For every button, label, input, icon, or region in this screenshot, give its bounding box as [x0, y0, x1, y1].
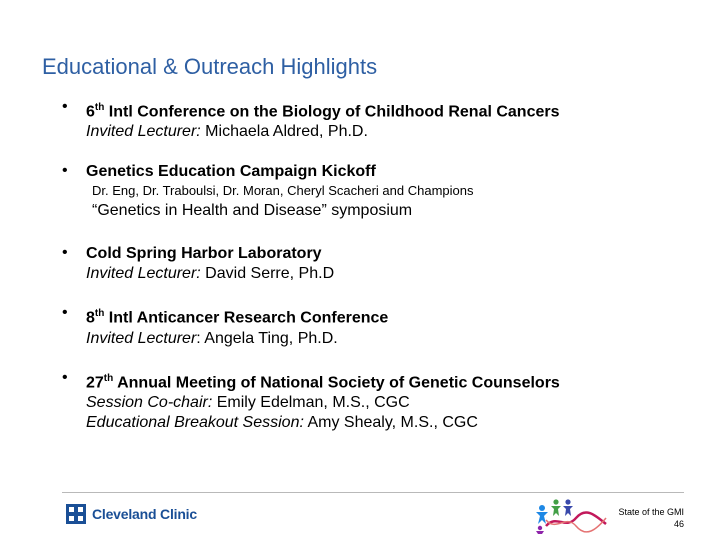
footer-divider: [62, 492, 684, 493]
item-symposium: “Genetics in Health and Disease” symposium: [92, 202, 413, 220]
item-heading: 6th Intl Conference on the Biology of Childhood Renal Cancers: [86, 102, 560, 121]
cleveland-clinic-logo: [66, 504, 197, 524]
item-names: Dr. Eng, Dr. Traboulsi, Dr. Moran, Cheryl Scacheri and Champions: [92, 183, 474, 199]
item-detail: Educational Breakout Session: Amy Shealy, M.S., CGC: [86, 413, 478, 431]
list-item: [62, 162, 702, 222]
list-item: [62, 304, 702, 348]
bullet: •: [62, 162, 68, 180]
list-item: [62, 369, 702, 433]
logo-text: Cleveland Clinic: [92, 506, 197, 522]
list-item: [62, 98, 702, 142]
bullet: •: [62, 368, 68, 386]
item-detail: Invited Lecturer: David Serre, Ph.D: [86, 265, 335, 283]
item-heading: Genetics Education Campaign Kickoff: [86, 163, 376, 181]
item-heading: Cold Spring Harbor Laboratory: [86, 245, 322, 263]
item-heading: 27th Annual Meeting of National Society of Genetic Counselors: [86, 372, 560, 391]
footer-text: [618, 506, 684, 530]
bullet: •: [62, 304, 68, 322]
highlights-list: [62, 98, 702, 433]
dna-people-icon: [532, 496, 612, 536]
item-heading: 8th Intl Anticancer Research Conference: [86, 308, 389, 327]
bullet: •: [62, 98, 68, 115]
item-detail: Invited Lecturer: Michaela Aldred, Ph.D.: [86, 123, 368, 141]
page-number: 46: [673, 519, 684, 529]
footer-label: State of the GMI: [618, 507, 684, 517]
bullet: •: [62, 244, 68, 262]
clinic-cross-icon: [66, 504, 86, 524]
item-detail: Invited Lecturer: Angela Ting, Ph.D.: [86, 329, 338, 347]
item-detail: Session Co-chair: Emily Edelman, M.S., CGC: [86, 393, 410, 411]
slide-title: Educational & Outreach Highlights: [42, 54, 378, 79]
list-item: [62, 244, 702, 284]
